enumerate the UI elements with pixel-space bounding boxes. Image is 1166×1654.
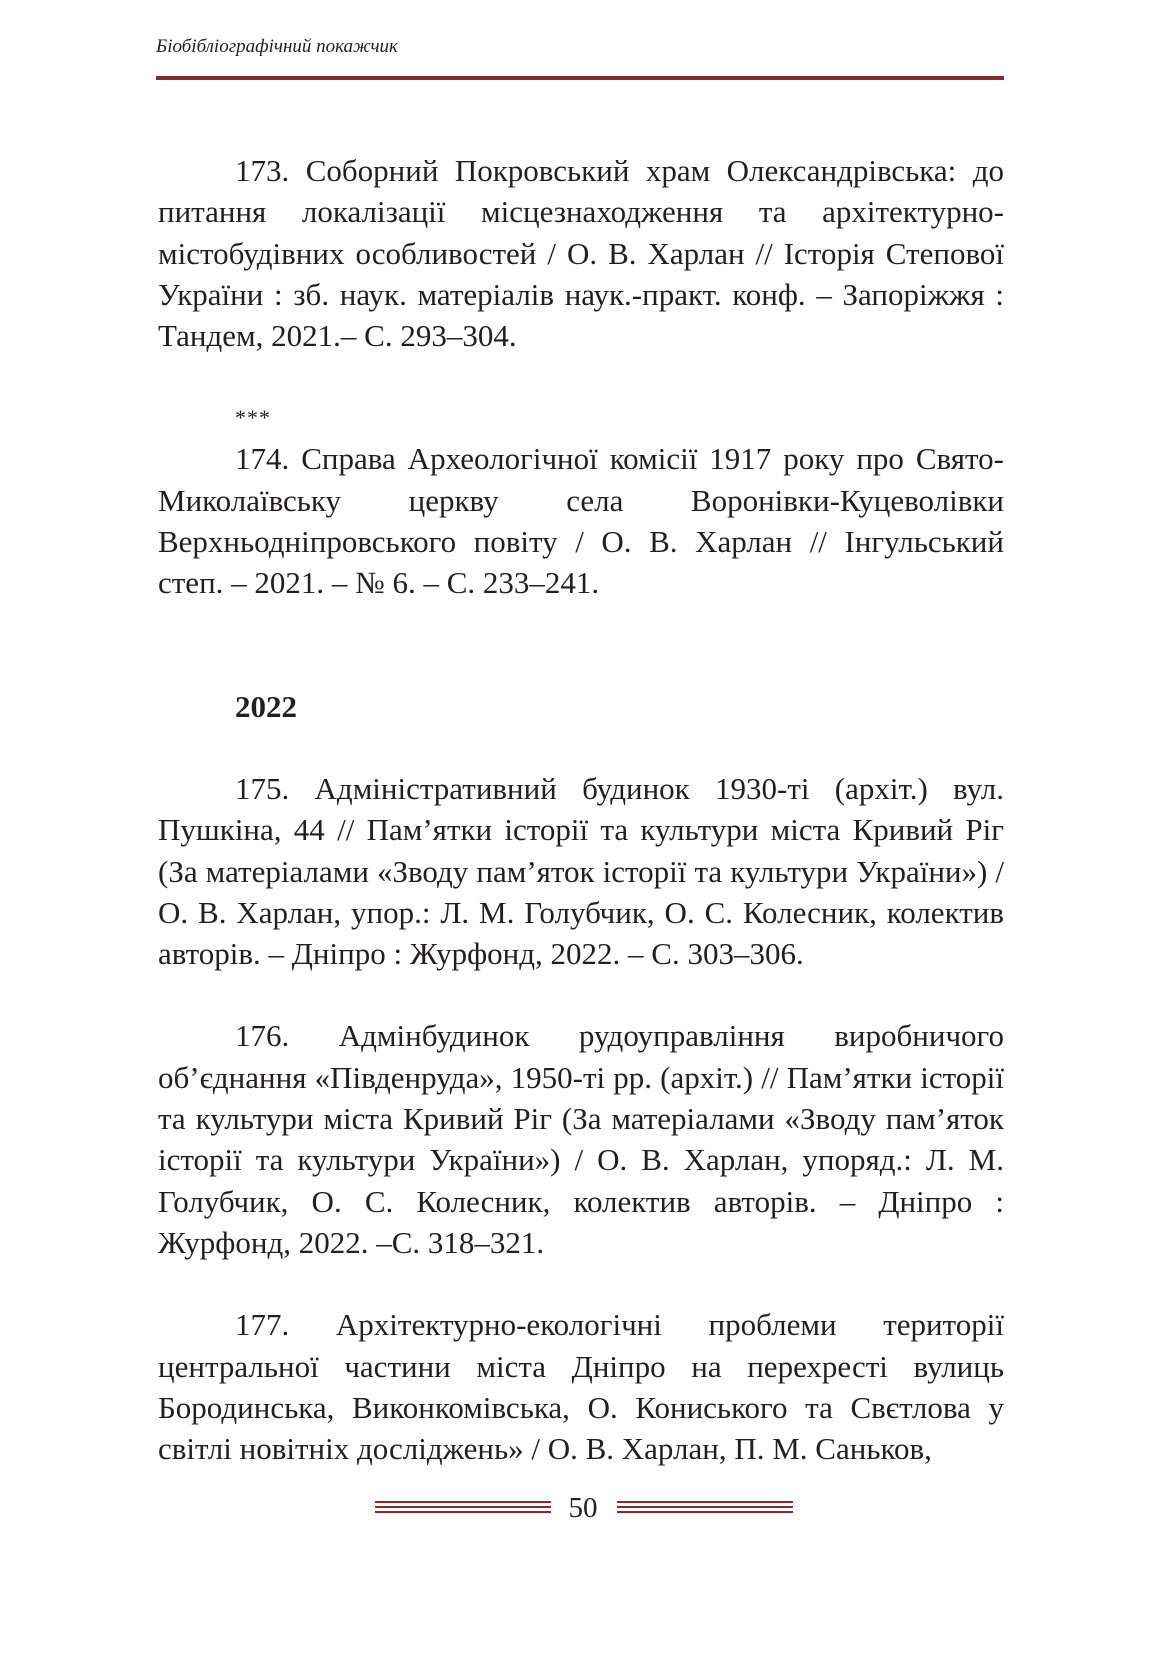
spacer [158,1263,1004,1304]
bibliography-entry-174: 174. Справа Археологічної комісії 1917 року про Свято-Миколаївську церкву села Воронівки-Куцеволівки Верхньодніпровського повіту / О. В. Харлан // Інгульський степ. – 2021. – № 6. – С. 233–241. [158,441,1004,601]
spacer [158,974,1004,1015]
spacer [158,727,1004,768]
bibliography-entry-177: 177. Архітектурно-екологічні проблеми території центральної частини міста Дніпро на перехресті вулиць Бородинська, Виконкомівська, О. Кониського та Свєтлова у світлі новітніх досліджень» / О. В. Харлан, П. М. Саньков, [158,1307,1004,1467]
footer-ornament-left [375,1501,551,1516]
footer-ornament-right [617,1501,793,1516]
header-rule [156,76,1004,80]
year-heading: 2022 [235,688,297,724]
running-head: Біобібліографічний покажчик [156,36,398,57]
section-separator: *** [235,405,271,431]
page-content [158,150,1004,1469]
spacer [158,604,1004,686]
bibliography-entry-173: 173. Соборний Покровський храм Олександрівська: до питання локалізації місцезнаходження та архітектурно-містобудівних особливостей / О. В. Харлан // Історія Степової України : зб. наук. матеріалів наук.-практ. конф. – Запоріжжя : Тандем, 2021.– С. 293–304. [158,153,1004,354]
bibliography-entry-175: 175. Адміністративний будинок 1930-ті (архіт.) вул. Пушкіна, 44 // Пам’ятки історії та культури міста Кривий Ріг (За матеріалами «Зводу пам’яток історії та культури України») / О. В. Харлан, упор.: Л. М. Голубчик, О. С. Колесник, колектив авторів. – Дніпро : Журфонд, 2022. – С. 303–306. [158,770,1004,972]
bibliography-entry-176: 176. Адмінбудинок рудоуправління виробничого об’єднання «Південруда», 1950-ті рр. (архіт.) // Пам’ятки історії та культури міста Кривий Ріг (За матеріалами «Зводу пам’яток історії та культури України») / О. В. Харлан, упоряд.: Л. М. Голубчик, О. С. Колесник, колектив авторів. – Дніпро : Журфонд, 2022. –С. 318–321. [158,1018,1004,1260]
page-number: 50 [568,1492,598,1524]
page-footer [0,1488,1166,1528]
spacer [158,356,1004,397]
